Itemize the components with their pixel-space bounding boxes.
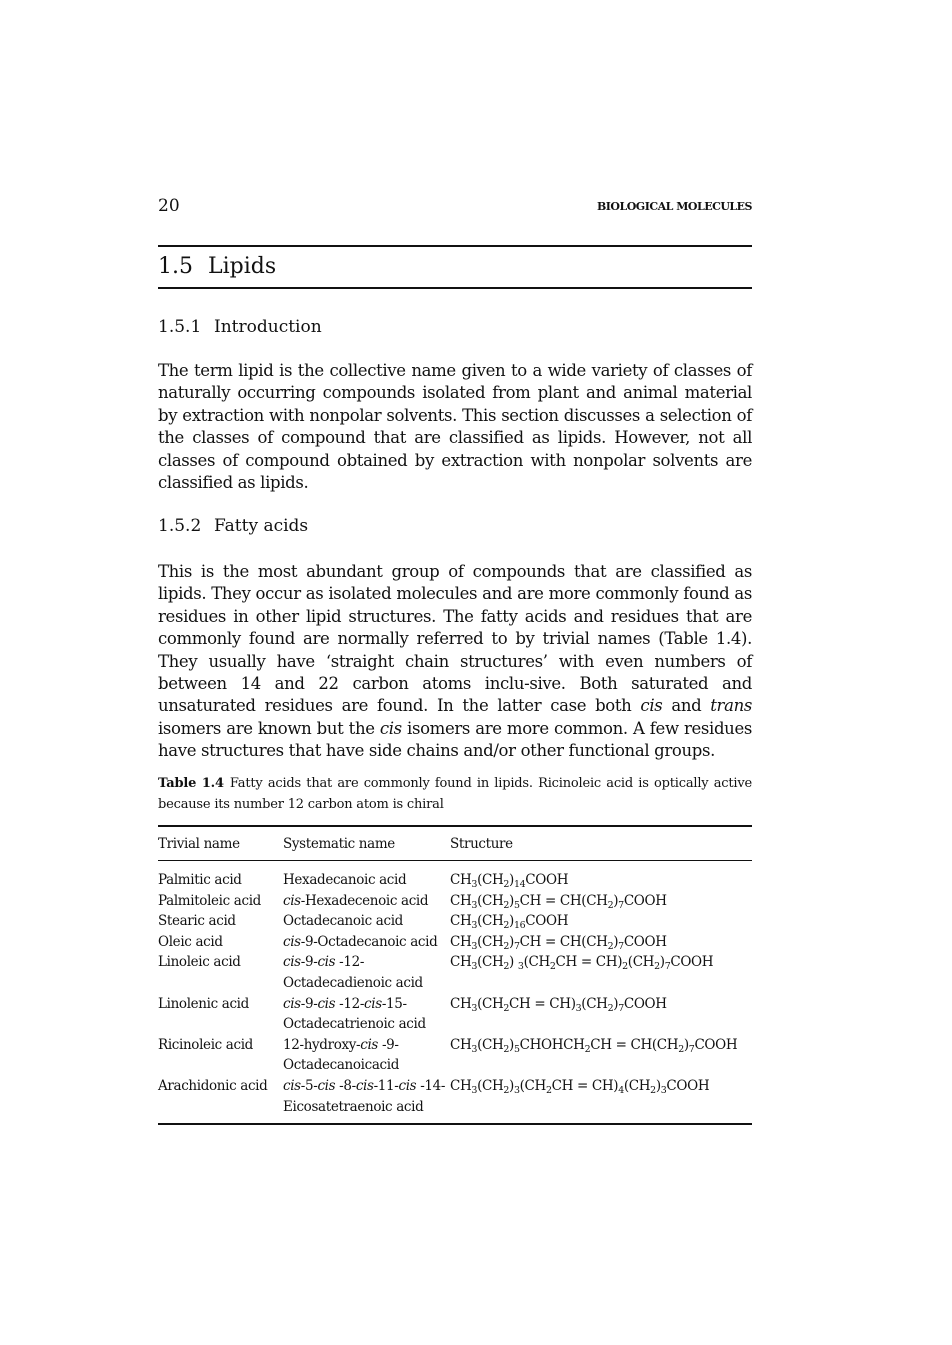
italic-term: cis [317,995,336,1012]
trivial-name-cell: Palmitic acid [158,872,242,888]
subscript: 2 [503,940,510,952]
subscript: 5 [513,1043,520,1055]
text-run: CH [450,1036,472,1053]
paragraph-text: and [662,696,711,716]
text-run: -12- [335,954,365,971]
text-run: COOH [623,892,667,909]
text-run: Octadecatrienoic acid [283,1016,426,1033]
text-run: CH [450,933,472,950]
subscript: 2 [622,961,628,973]
text-run: ) [613,995,619,1012]
column-header-systematic-name: Systematic name [283,835,395,852]
table-label: Table 1.4 [158,776,224,791]
text-run: (CH [477,995,504,1012]
text-run: CH [450,892,472,909]
cis-term: cis [379,718,402,738]
subscript: 2 [503,1002,510,1014]
subscript: 2 [584,1043,591,1055]
trans-term: trans [710,696,752,716]
text-run: COOH [623,933,667,950]
subscript: 2 [607,1002,614,1014]
subscript: 3 [471,899,478,911]
text-run: COOH [666,1077,710,1094]
section-title: Lipids [208,254,277,279]
column-header-structure: Structure [450,835,513,852]
text-run: -11- [373,1077,399,1094]
text-run: (CH [477,872,504,888]
subscript: 7 [664,961,671,973]
section-heading [158,254,752,279]
text-run: Octadecanoic acid [283,913,403,930]
subscript: 2 [503,1084,510,1096]
text-run: CH = CH) [555,954,623,971]
text-run: CHOHCH [519,1036,585,1053]
text-run: (CH [477,1077,504,1094]
paragraph-text: This is the most abundant group of compounds that are classified as lipids. They occur as isolated molecules and are more commonly found as residues in other lipid structures. The fatty acids and residues that are commonly found are normally referred to by trivial names (Table 1.4). They usually have ‘straight chain structures’ with even numbers of between 14 and 22 carbon atoms inclu-sive. Both saturated and unsaturated residues are found. In the latter case both [158,562,752,716]
subsection-title: Fatty acids [214,516,309,536]
text-run: -Hexadecenoic acid [300,892,429,909]
trivial-name-cell: Stearic acid [158,913,236,930]
subscript: 2 [678,1043,684,1055]
text-run: -9- [300,995,318,1012]
structure-cell [450,1035,752,1076]
structure-cell [450,870,752,891]
table-row [158,952,752,993]
italic-term: cis [364,995,382,1012]
text-run: CH [450,913,472,930]
italic-term: cis [283,954,301,971]
table-row [158,932,752,953]
italic-term: cis [398,1077,417,1094]
subscript: 2 [607,899,614,911]
structure-cell [450,1076,752,1117]
subscript: 7 [513,940,520,952]
text-run: COOH [525,872,569,888]
structure-cell [450,911,752,932]
subscript: 2 [607,940,614,952]
italic-term: cis [355,1077,374,1094]
text-run: ) [659,954,665,971]
table-row [158,911,752,932]
subscript: 16 [513,920,526,932]
text-run: (CH [477,933,504,950]
italic-term: cis [283,1077,301,1094]
text-run: CH [450,1077,472,1094]
subscript: 3 [660,1084,667,1096]
systematic-name-cell [283,994,450,1035]
trivial-name-cell: Arachidonic acid [158,1077,268,1094]
text-run: Eicosatetraenoic acid [283,1098,424,1115]
section-number: 1.5 [158,254,193,279]
table-row [158,994,752,1035]
italic-term: cis [317,954,336,971]
trivial-name-cell: Ricinoleic acid [158,1036,253,1053]
table-row [158,891,752,912]
fatty-acids-table [158,825,752,1125]
italic-term: cis [317,1077,336,1094]
text-run: -8- [335,1077,356,1094]
table-caption-text: Fatty acids that are commonly found in lipids. Ricinoleic acid is optically active because its number 12 carbon atom is chiral [158,776,752,812]
subscript: 7 [618,899,624,911]
subscript: 7 [688,1043,695,1055]
page-number: 20 [158,196,180,216]
subsection-number: 1.5.1 [158,317,202,337]
structure-cell [450,891,752,912]
subscript: 2 [503,899,510,911]
table-caption [158,773,752,815]
text-run: ) [509,954,518,971]
text-run: CH = CH(CH [590,1036,679,1053]
text-run: CH = CH(CH [519,892,608,909]
subscript: 3 [471,920,478,932]
text-run: CH [450,995,472,1012]
table-row [158,870,752,891]
italic-term: cis [360,1036,379,1053]
cis-term: cis [640,696,663,716]
trivial-name-cell: Oleic acid [158,933,223,950]
section-rule-top [158,245,752,247]
subscript: 2 [503,1043,510,1055]
trivial-name-cell: Linoleic acid [158,954,241,971]
systematic-name-cell [283,952,450,993]
subscript: 4 [618,1084,624,1096]
text-run: -12- [335,995,365,1012]
subscript: 5 [513,899,520,911]
structure-cell [450,952,752,993]
text-run: (CH [627,954,655,971]
text-run: COOH [694,1036,738,1053]
text-run: -9- [378,1036,399,1053]
subscript: 3 [471,1002,478,1014]
text-run: (CH [519,1077,546,1094]
subscript: 2 [654,961,660,973]
subscript: 2 [545,1084,552,1096]
text-run: -14- [416,1077,446,1094]
trivial-name-cell: Palmitoleic acid [158,892,261,909]
text-run: CH [450,954,472,971]
text-run: ) [655,1077,661,1094]
subscript: 2 [650,1084,656,1096]
text-run: (CH [581,995,608,1012]
text-run: ) [509,892,514,909]
subscript: 2 [503,920,510,932]
text-run: -9-Octadecanoic acid [300,933,438,950]
text-run: -5- [300,1077,318,1094]
text-run: CH = CH) [551,1077,619,1094]
text-run: (CH [477,954,504,971]
table-row [158,1035,752,1076]
text-run: Octadecanoicacid [283,1057,400,1074]
subsection-title: Introduction [214,317,322,337]
section-rule-bottom [158,287,752,289]
subscript: 3 [471,940,478,952]
text-run: (CH [477,1036,504,1053]
subscript: 3 [575,1002,582,1014]
subscript: 7 [618,1002,624,1014]
text-run: COOH [623,995,667,1012]
systematic-name-cell [283,891,450,912]
text-run: ) [509,913,514,930]
text-run: (CH [623,1077,651,1094]
systematic-name-cell [283,1035,450,1076]
text-run: 12-hydroxy- [283,1036,361,1053]
text-run: Hexadecanoic acid [283,872,407,888]
text-run: ) [509,1077,514,1094]
subscript: 2 [503,961,510,973]
subsection-heading-fatty-acids [158,516,308,536]
systematic-name-cell [283,911,450,932]
text-run: CH = CH(CH [519,933,608,950]
text-run: CH [450,872,472,888]
subscript: 3 [471,879,478,890]
paragraph-text: isomers are more common. A few residues have structures that have side chains and/or other functional groups. [158,718,752,761]
table-row [158,1076,752,1117]
text-run: CH = CH) [509,995,576,1012]
italic-term: cis [283,933,301,950]
text-run: COOH [525,913,569,930]
subscript: 3 [471,1043,478,1055]
subscript: 2 [549,961,556,973]
subscript: 3 [513,1084,520,1096]
subsection-number: 1.5.2 [158,516,202,536]
systematic-name-cell [283,1076,450,1117]
trivial-name-cell: Linolenic acid [158,995,249,1012]
subscript: 3 [471,1084,478,1096]
subsection-heading-introduction [158,317,322,337]
table-header-row [158,827,752,861]
running-title: BIOLOGICAL MOLECULES [596,200,752,213]
subscript: 14 [513,879,526,890]
text-run: (CH [477,913,504,930]
text-run: ) [613,933,619,950]
paragraph-text: isomers are known but the [158,718,380,738]
systematic-name-cell [283,870,450,891]
text-run: (CH [477,892,504,909]
italic-term: cis [283,892,301,909]
subscript: 2 [503,879,510,890]
subscript: 3 [471,961,478,973]
introduction-paragraph: The term lipid is the collective name given to a wide variety of classes of naturally occurring compounds isolated from plant and animal material by extraction with nonpolar solvents. This section discusses a selection of the classes of compound that are classified as lipids. However, not all classes of compound obtained by extraction with nonpolar solvents are classified as lipids. [158,361,752,493]
structure-cell [450,994,752,1035]
subscript: 7 [618,940,624,952]
text-run: ) [509,1036,514,1053]
text-run: (CH [523,954,550,971]
table-body [158,861,752,1125]
text-run: ) [509,872,514,888]
text-run: ) [683,1036,689,1053]
running-head [158,196,752,218]
text-run: COOH [670,954,714,971]
text-run: ) [613,892,619,909]
structure-cell [450,932,752,953]
column-header-trivial-name: Trivial name [158,835,240,852]
text-run: Octadecadienoic acid [283,974,423,991]
subscript: 3 [517,961,524,973]
text-run: ) [509,933,514,950]
text-run: -9- [300,954,318,971]
systematic-name-cell [283,932,450,953]
text-run: -15- [381,995,407,1012]
fatty-acids-paragraph [158,561,752,763]
italic-term: cis [283,995,301,1012]
